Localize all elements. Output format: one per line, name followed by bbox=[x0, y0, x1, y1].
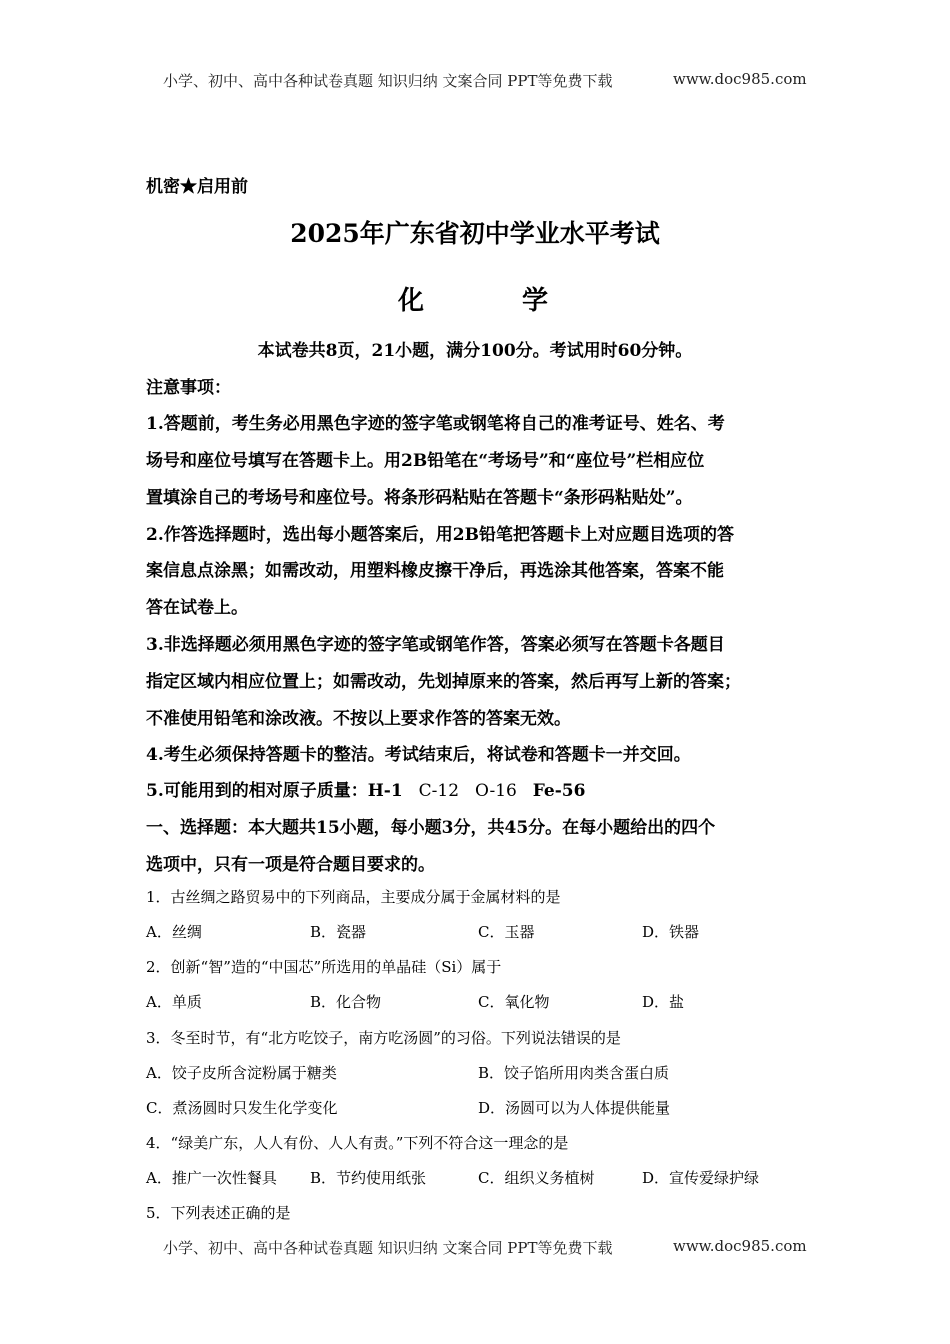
notice-line: 案信息点涂黑；如需改动，用塑料橡皮擦干净后，再选涂其他答案，答案不能 bbox=[146, 561, 724, 581]
atomic-mass-c: C-12 bbox=[418, 781, 460, 801]
confidential-mark: 机密★启用前 bbox=[146, 177, 248, 197]
notice-line: 指定区域内相应位置上；如需改动，先划掉原来的答案，然后再写上新的答案； bbox=[146, 672, 741, 692]
question-stem: 4．“绿美广东，人人有份、人人有责。”下列不符合这一理念的是 bbox=[146, 1134, 569, 1152]
footer-url[interactable]: www.doc985.com bbox=[673, 1237, 807, 1255]
question-option: B．化合物 bbox=[310, 993, 382, 1011]
question-option: D．汤圆可以为人体提供能量 bbox=[478, 1099, 671, 1117]
header-text: 小学、初中、高中各种试卷真题 知识归纳 文案合同 PPT等免费下载 bbox=[163, 72, 613, 90]
question-option: B．瓷器 bbox=[310, 923, 367, 941]
question-option: D．宣传爱绿护绿 bbox=[642, 1169, 760, 1187]
question-option: C．氧化物 bbox=[478, 993, 550, 1011]
subject-char-1: 化 bbox=[398, 286, 425, 316]
notice-line: 场号和座位号填写在答题卡上。用2B铅笔在“考场号”和“座位号”栏相应位 bbox=[146, 451, 705, 471]
notice-line: 2.作答选择题时，选出每小题答案后，用2B铅笔把答题卡上对应题目选项的答 bbox=[146, 525, 734, 545]
question-option: A．饺子皮所含淀粉属于糖类 bbox=[146, 1064, 337, 1082]
header-url[interactable]: www.doc985.com bbox=[673, 70, 807, 88]
subject-char-2: 学 bbox=[522, 286, 549, 316]
notice-line: 1.答题前，考生务必用黑色字迹的签字笔或钢笔将自己的准考证号、姓名、考 bbox=[146, 414, 725, 434]
atomic-mass-fe: Fe-56 bbox=[532, 781, 586, 801]
notice-line: 不准使用铅笔和涂改液。不按以上要求作答的答案无效。 bbox=[146, 709, 571, 729]
atomic-mass-o: O-16 bbox=[474, 781, 517, 801]
footer-text: 小学、初中、高中各种试卷真题 知识归纳 文案合同 PPT等免费下载 bbox=[163, 1239, 613, 1257]
question-stem: 3．冬至时节，有“北方吃饺子，南方吃汤圆”的习俗。下列说法错误的是 bbox=[146, 1029, 621, 1047]
section-heading-cont: 选项中，只有一项是符合题目要求的。 bbox=[146, 855, 435, 875]
question-option: B．节约使用纸张 bbox=[310, 1169, 427, 1187]
question-stem: 1．古丝绸之路贸易中的下列商品，主要成分属于金属材料的是 bbox=[146, 888, 561, 906]
question-option: A．丝绸 bbox=[146, 923, 202, 941]
exam-title: 2025年广东省初中学业水平考试 bbox=[290, 219, 660, 248]
page-footer bbox=[163, 1237, 807, 1258]
question-option: B．饺子馅所用肉类含蛋白质 bbox=[478, 1064, 670, 1082]
question-option: D．盐 bbox=[642, 993, 685, 1011]
page-header bbox=[163, 70, 807, 91]
atomic-mass-h: H-1 bbox=[367, 781, 403, 801]
question-stem: 5．下列表述正确的是 bbox=[146, 1204, 291, 1222]
question-option: C．煮汤圆时只发生化学变化 bbox=[146, 1099, 338, 1117]
question-stem: 2．创新“智”造的“中国芯”所选用的单晶硅（Si）属于 bbox=[146, 958, 502, 976]
question-option: A．推广一次性餐具 bbox=[146, 1169, 277, 1187]
section-heading: 一、选择题：本大题共15小题，每小题3分，共45分。在每小题给出的四个 bbox=[146, 818, 716, 838]
atomic-mass-prefix: 5.可能用到的相对原子质量： bbox=[146, 781, 368, 801]
notice-line: 置填涂自己的考场号和座位号。将条形码粘贴在答题卡“条形码粘贴处”。 bbox=[146, 488, 693, 508]
notice-line: 4.考生必须保持答题卡的整洁。考试结束后，将试卷和答题卡一并交回。 bbox=[146, 745, 691, 765]
notice-line: 3.非选择题必须用黑色字迹的签字笔或钢笔作答，答案必须写在答题卡各题目 bbox=[146, 635, 725, 655]
question-option: D．铁器 bbox=[642, 923, 700, 941]
notice-line: 答在试卷上。 bbox=[146, 598, 248, 618]
exam-info: 本试卷共8页，21小题，满分100分。考试用时60分钟。 bbox=[257, 341, 693, 361]
notice-heading: 注意事项： bbox=[146, 378, 231, 398]
question-option: A．单质 bbox=[146, 993, 202, 1011]
question-option: C．玉器 bbox=[478, 923, 535, 941]
atomic-mass-line bbox=[146, 776, 585, 801]
question-option: C．组织义务植树 bbox=[478, 1169, 595, 1187]
